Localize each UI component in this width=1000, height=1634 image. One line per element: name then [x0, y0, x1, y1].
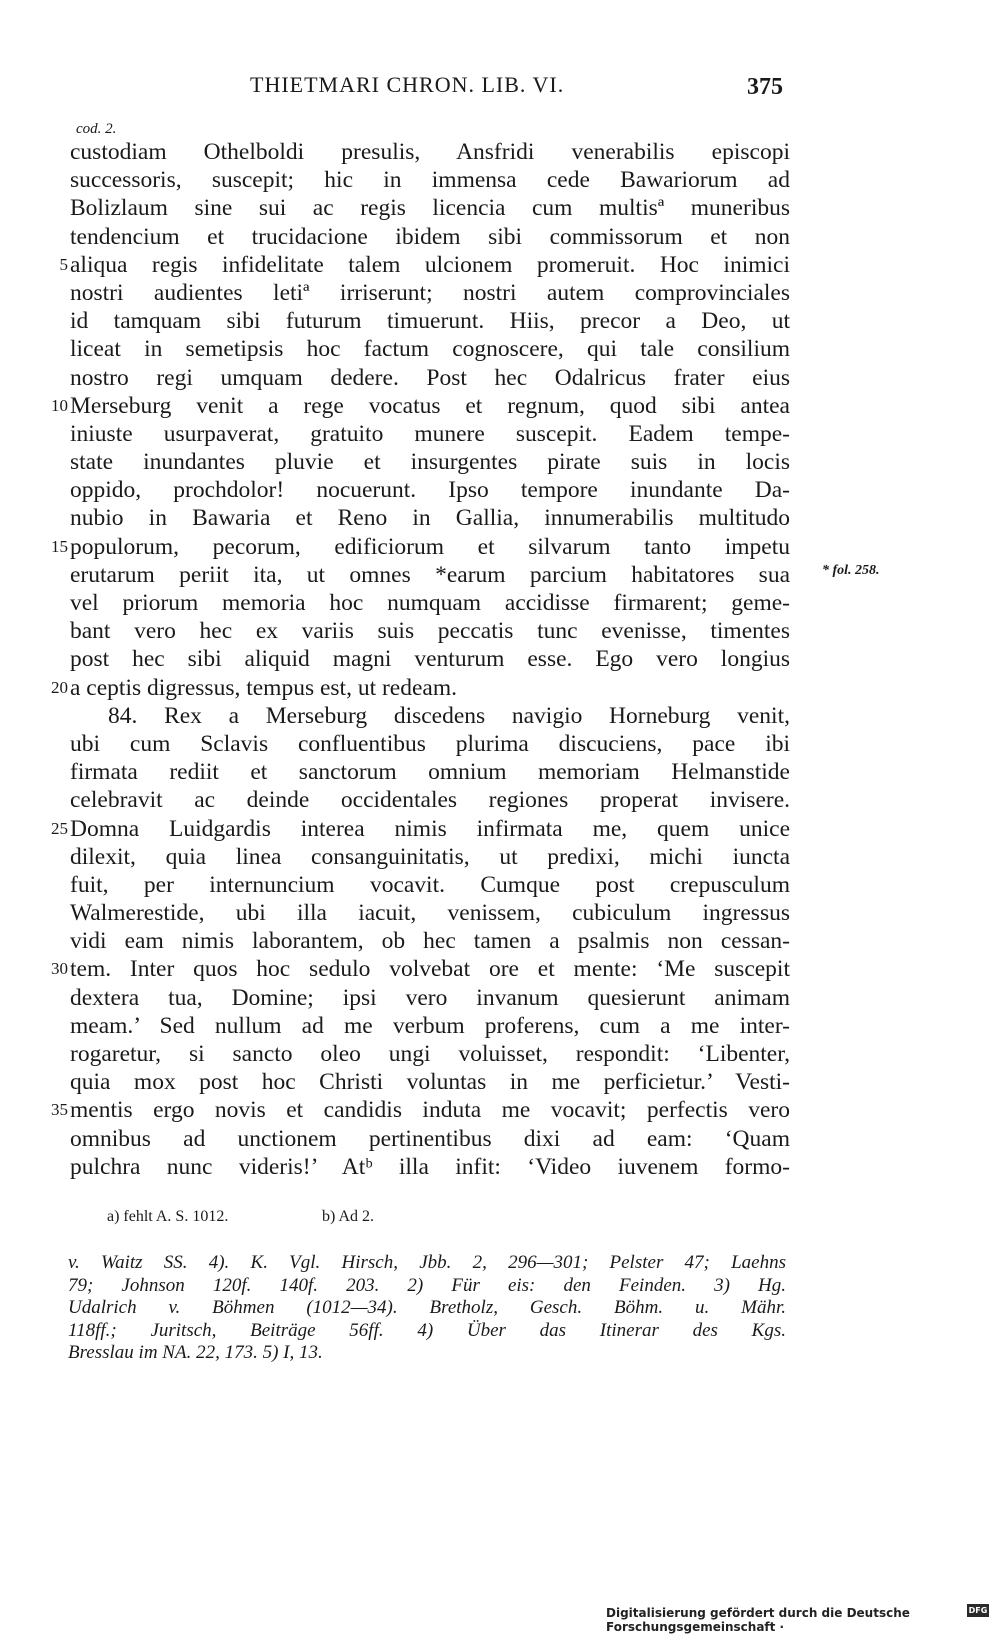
- page-header: [0, 72, 1000, 102]
- line-text: id tamquam sibi futurum timuerunt. Hiis, precor a Deo, ut: [70, 308, 790, 335]
- footnote-text: 79; Johnson 120f. 140f. 203. 2) Für eis: den Feinden. 3) Hg.: [68, 1274, 786, 1296]
- line-text: quia mox post hoc Christi voluntas in me perficietur.’ Vesti-: [70, 1069, 790, 1096]
- line-text: 84. Rex a Merseburg discedens navigio Horneburg venit,: [108, 702, 790, 729]
- text-line: [0, 1040, 1000, 1068]
- text-line: [0, 533, 1000, 561]
- line-text: oppido, prochdolor! nocuerunt. Ipso tempore inundante Da-: [70, 477, 790, 504]
- text-line: [0, 448, 1000, 476]
- text-line: [0, 899, 1000, 927]
- line-number: 30: [51, 959, 68, 979]
- footnote-text: v. Waitz SS. 4). K. Vgl. Hirsch, Jbb. 2, 296—301; Pelster 47; Laehns: [68, 1252, 786, 1273]
- text-line: [0, 504, 1000, 532]
- line-number: 15: [51, 536, 68, 556]
- digitization-credit: Digitalisierung gefördert durch die Deutsche Forschungsgemeinschaft ·: [606, 1606, 910, 1634]
- line-text: custodiam Othelboldi presulis, Ansfridi venerabilis episcopi: [70, 139, 790, 165]
- footnote-line: [0, 1252, 1000, 1275]
- line-text: omnibus ad unctionem pertinentibus dixi ad eam: ‘Quam: [70, 1125, 790, 1152]
- text-line: [0, 617, 1000, 645]
- line-text: ubi cum Sclavis confluentibus plurima discuciens, pace ibi: [70, 730, 790, 757]
- text-line: [0, 927, 1000, 955]
- line-text: nubio in Bawaria et Reno in Gallia, innumerabilis multitudo: [70, 505, 790, 532]
- line-text: vel priorum memoria hoc numquam accidisse firmarent; geme-: [70, 590, 790, 616]
- codex-note: cod. 2.: [76, 121, 117, 137]
- text-line: [0, 251, 1000, 279]
- text-line: [0, 335, 1000, 363]
- running-title: THIETMARI CHRON. LIB. VI.: [250, 72, 565, 97]
- folio-margin-note: * fol. 258.: [822, 563, 880, 578]
- text-line: [0, 730, 1000, 758]
- line-text: pulchra nunc videris!’ Atᵇ illa infit: ‘Video iuvenem formo-: [70, 1153, 790, 1180]
- line-text: fuit, per internuncium vocavit. Cumque post crepusculum: [70, 871, 790, 898]
- text-line: [0, 1125, 1000, 1153]
- footnote-line: [0, 1320, 1000, 1343]
- line-number: 35: [51, 1100, 68, 1120]
- text-line: [0, 166, 1000, 194]
- text-line: [0, 955, 1000, 983]
- text-line: [0, 645, 1000, 673]
- line-text: aliqua regis infidelitate talem ulcionem promeruit. Hoc inimici: [70, 251, 790, 278]
- line-text: celebravit ac deinde occidentales regiones properat invisere.: [70, 787, 790, 814]
- line-text: populorum, pecorum, edificiorum et silvarum tanto impetu: [70, 533, 790, 560]
- line-text: Merseburg venit a rege vocatus et regnum, quod sibi antea: [70, 392, 790, 419]
- line-text: nostri audientes letiª irriserunt; nostri autem comprovinciales: [70, 279, 790, 306]
- dfg-logo: DFG: [968, 1606, 988, 1615]
- line-text: meam.’ Sed nullum ad me verbum proferens, cum a me inter-: [70, 1012, 790, 1039]
- line-text: liceat in semetipsis hoc factum cognoscere, qui tale consilium: [70, 336, 790, 363]
- page-number: 375: [747, 74, 783, 100]
- text-line: [0, 476, 1000, 504]
- main-text: [0, 138, 1000, 1181]
- line-number: 25: [51, 818, 68, 838]
- footnotes: [0, 1252, 1000, 1365]
- text-line: [0, 392, 1000, 420]
- line-text: mentis ergo novis et candidis induta me vocavit; perfectis vero: [70, 1097, 790, 1124]
- footnote-line: [0, 1275, 1000, 1298]
- footnote-line: [0, 1297, 1000, 1320]
- text-line: [0, 984, 1000, 1012]
- line-text: Walmerestide, ubi illa iacuit, venissem, cubiculum ingressus: [70, 900, 790, 927]
- text-line: [0, 420, 1000, 448]
- text-line: [0, 364, 1000, 392]
- line-text: dextera tua, Domine; ipsi vero invanum quesierunt animam: [70, 984, 790, 1011]
- line-text: Domna Luidgardis interea nimis infirmata me, quem unice: [70, 815, 790, 842]
- line-text: rogaretur, si sancto oleo ungi voluisset, respondit: ‘Libenter,: [70, 1041, 790, 1067]
- line-number: 5: [59, 254, 68, 274]
- text-line: [0, 194, 1000, 222]
- line-text: erutarum periit ita, ut omnes *earum parcium habitatores sua: [70, 561, 790, 588]
- line-text: Bolizlaum sine sui ac regis licencia cum multisª muneribus: [70, 195, 790, 222]
- text-line: [0, 279, 1000, 307]
- text-line: [0, 1068, 1000, 1096]
- line-text: successoris, suscepit; hic in immensa cede Bawariorum ad: [70, 167, 790, 194]
- text-line: [0, 307, 1000, 335]
- text-line: [0, 758, 1000, 786]
- line-text: tem. Inter quos hoc sedulo volvebat ore et mente: ‘Me suscepit: [70, 956, 790, 983]
- line-text: a ceptis digressus, tempus est, ut redeam.: [70, 674, 458, 701]
- line-text: tendencium et trucidacione ibidem sibi commissorum et non: [70, 223, 790, 250]
- footnote-text: Bresslau im NA. 22, 173. 5) I, 13.: [68, 1342, 323, 1363]
- text-line: [0, 138, 1000, 166]
- apparatus-note-b: b) Ad 2.: [322, 1208, 374, 1225]
- text-line: [0, 815, 1000, 843]
- text-line: [0, 1096, 1000, 1124]
- line-text: iniuste usurpaverat, gratuito munere suscepit. Eadem tempe-: [70, 420, 790, 447]
- footnote-line: [0, 1342, 1000, 1365]
- line-number: 20: [51, 677, 68, 697]
- text-line: [0, 843, 1000, 871]
- line-text: firmata rediit et sanctorum omnium memoriam Helmanstide: [70, 759, 790, 786]
- line-number: 10: [51, 395, 68, 415]
- line-text: dilexit, quia linea consanguinitatis, ut predixi, michi iuncta: [70, 843, 790, 870]
- line-text: state inundantes pluvie et insurgentes pirate suis in locis: [70, 449, 790, 476]
- line-text: bant vero hec ex variis suis peccatis tunc evenisse, timentes: [70, 618, 790, 645]
- apparatus-note-a: a) fehlt A. S. 1012.: [107, 1208, 229, 1225]
- text-line: [0, 871, 1000, 899]
- footnote-text: 118ff.; Juritsch, Beiträge 56ff. 4) Über das Itinerar des Kgs.: [68, 1319, 786, 1341]
- line-text: vidi eam nimis laborantem, ob hec tamen a psalmis non cessan-: [70, 928, 790, 955]
- footnote-text: Udalrich v. Böhmen (1012—34). Bretholz, Gesch. Böhm. u. Mähr.: [68, 1297, 786, 1318]
- text-line: [0, 702, 1000, 730]
- text-line: [0, 223, 1000, 251]
- text-line: [0, 1153, 1000, 1181]
- line-text: post hec sibi aliquid magni venturum esse. Ego vero longius: [70, 646, 790, 673]
- text-line: [0, 1012, 1000, 1040]
- line-text: nostro regi umquam dedere. Post hec Odalricus frater eius: [70, 364, 790, 391]
- text-line: [0, 589, 1000, 617]
- text-line: [0, 674, 1000, 702]
- text-line: [0, 786, 1000, 814]
